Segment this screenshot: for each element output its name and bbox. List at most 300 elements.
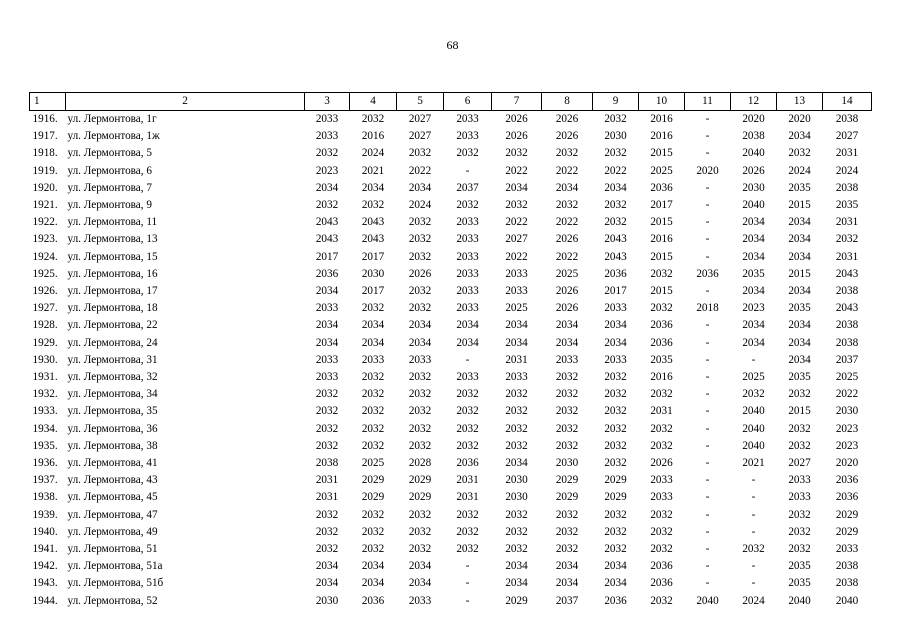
year-cell: 2032 [604, 422, 627, 435]
table-row [30, 558, 872, 575]
year-cell: 2026 [555, 302, 579, 315]
year-cell: 2043 [315, 233, 339, 246]
year-cell: 2031 [505, 353, 528, 366]
year-cell: 2029 [835, 525, 859, 538]
year-cell: 2022 [555, 164, 579, 177]
year-cell: 2043 [835, 302, 859, 315]
year-cell: 2032 [361, 439, 385, 452]
year-cell: 2037 [456, 181, 479, 194]
year-cell: 2034 [408, 577, 432, 590]
year-cell: 2032 [361, 543, 385, 556]
year-cell: 2038 [835, 113, 859, 125]
address-cell: ул. Лермонтова, 31 [67, 353, 158, 366]
year-cell: 2030 [742, 181, 765, 194]
year-cell: - [705, 233, 710, 246]
year-cell: 2024 [408, 199, 432, 212]
year-cell: 2022 [835, 388, 859, 401]
year-cell: 2032 [408, 371, 432, 384]
year-cell: 2032 [361, 508, 385, 521]
year-cell: - [465, 164, 470, 177]
year-cell: 2017 [361, 250, 385, 263]
year-cell: 2032 [505, 508, 528, 521]
year-cell: 2036 [650, 336, 673, 349]
year-cell: 2034 [555, 181, 579, 194]
year-cell: 2032 [505, 147, 528, 160]
year-cell: 2032 [315, 525, 339, 538]
table-row [30, 197, 872, 214]
year-cell: 2032 [408, 302, 432, 315]
year-cell: 2022 [505, 250, 528, 263]
year-cell: 2030 [361, 267, 385, 280]
table-row [30, 403, 872, 420]
year-cell: 2032 [315, 508, 339, 521]
year-cell: - [465, 353, 470, 366]
year-cell: 2036 [650, 577, 673, 590]
year-cell: 2032 [604, 457, 627, 470]
year-cell: 2032 [408, 388, 432, 401]
row-number: 1942. [32, 560, 58, 573]
row-number: 1918. [32, 147, 58, 160]
year-cell: 2043 [604, 250, 627, 263]
year-cell: 2032 [650, 525, 673, 538]
year-cell: 2024 [361, 147, 385, 160]
year-cell: 2017 [361, 285, 385, 298]
year-cell: 2030 [604, 130, 627, 143]
address-cell: ул. Лермонтова, 1ж [67, 130, 160, 143]
row-number: 1924. [32, 250, 58, 263]
year-cell: - [705, 250, 710, 263]
year-cell: 2032 [604, 543, 627, 556]
year-cell: 2015 [788, 199, 811, 212]
address-cell: ул. Лермонтова, 9 [67, 199, 152, 212]
year-cell: 2036 [361, 594, 385, 607]
year-cell: - [705, 543, 710, 556]
year-cell: - [705, 216, 710, 229]
year-cell: 2038 [315, 457, 339, 470]
year-cell: 2032 [604, 405, 627, 418]
address-cell: ул. Лермонтова, 7 [67, 181, 152, 194]
table-row [30, 575, 872, 592]
year-cell: 2020 [742, 113, 765, 125]
year-cell: 2032 [505, 388, 528, 401]
year-cell: 2032 [408, 285, 432, 298]
year-cell: 2031 [835, 216, 859, 229]
year-cell: 2033 [604, 302, 627, 315]
address-cell: ул. Лермонтова, 34 [67, 388, 158, 401]
year-cell: 2032 [555, 543, 579, 556]
row-number: 1941. [32, 543, 58, 556]
address-cell: ул. Лермонтова, 51 [67, 543, 158, 556]
year-cell: 2032 [835, 233, 859, 246]
year-cell: 2034 [604, 560, 627, 573]
year-cell: 2032 [788, 422, 811, 435]
year-cell: 2032 [788, 147, 811, 160]
row-number: 1943. [32, 577, 58, 590]
year-cell: 2024 [835, 164, 859, 177]
address-cell: ул. Лермонтова, 6 [67, 164, 152, 177]
column-header: 5 [397, 93, 444, 111]
table-row [30, 472, 872, 489]
year-cell: 2032 [408, 250, 432, 263]
year-cell: 2035 [742, 267, 765, 280]
year-cell: 2017 [604, 285, 627, 298]
year-cell: 2040 [742, 422, 765, 435]
year-cell: 2032 [456, 388, 479, 401]
year-cell: 2034 [742, 319, 765, 332]
year-cell: - [705, 147, 710, 160]
year-cell: 2034 [505, 577, 528, 590]
year-cell: - [705, 577, 710, 590]
year-cell: - [705, 457, 710, 470]
year-cell: 2032 [408, 543, 432, 556]
year-cell: 2032 [742, 543, 765, 556]
year-cell: 2017 [650, 199, 673, 212]
year-cell: - [705, 474, 710, 487]
address-cell: ул. Лермонтова, 17 [67, 285, 158, 298]
year-cell: 2032 [315, 147, 339, 160]
year-cell: 2037 [555, 594, 579, 607]
year-cell: 2043 [604, 233, 627, 246]
year-cell: 2036 [650, 560, 673, 573]
year-cell: 2032 [555, 508, 579, 521]
year-cell: - [705, 371, 710, 384]
year-cell: 2040 [742, 439, 765, 452]
table-row [30, 386, 872, 403]
year-cell: 2033 [788, 491, 811, 504]
year-cell: - [705, 439, 710, 452]
year-cell: 2016 [650, 371, 673, 384]
year-cell: 2033 [361, 353, 385, 366]
year-cell: 2030 [315, 594, 339, 607]
year-cell: 2033 [315, 130, 339, 143]
year-cell: 2032 [742, 388, 765, 401]
year-cell: 2032 [650, 594, 673, 607]
year-cell: 2040 [788, 594, 811, 607]
year-cell: 2030 [835, 405, 859, 418]
address-cell: ул. Лермонтова, 43 [67, 474, 158, 487]
year-cell: 2034 [555, 560, 579, 573]
year-cell: 2026 [742, 164, 765, 177]
column-header: 3 [305, 93, 350, 111]
year-cell: 2035 [788, 371, 811, 384]
year-cell: 2040 [742, 147, 765, 160]
year-cell: 2033 [456, 302, 479, 315]
year-cell: 2032 [408, 525, 432, 538]
year-cell: 2026 [555, 113, 579, 125]
year-cell: 2036 [835, 474, 859, 487]
year-cell: 2034 [788, 233, 811, 246]
address-cell: ул. Лермонтова, 38 [67, 439, 158, 452]
year-cell: 2034 [505, 319, 528, 332]
year-cell: 2036 [456, 457, 479, 470]
year-cell: 2018 [696, 302, 719, 315]
year-cell: 2032 [456, 422, 479, 435]
table-row [30, 300, 872, 317]
year-cell: - [465, 577, 470, 590]
year-cell: 2034 [555, 336, 579, 349]
year-cell: 2032 [456, 508, 479, 521]
address-cell: ул. Лермонтова, 51а [67, 560, 163, 573]
year-cell: 2032 [361, 302, 385, 315]
year-cell: 2029 [361, 474, 385, 487]
year-cell: - [705, 113, 710, 125]
year-cell: 2035 [788, 181, 811, 194]
year-cell: 2025 [505, 302, 528, 315]
table-row [30, 163, 872, 180]
table-row [30, 145, 872, 162]
year-cell: 2034 [456, 319, 479, 332]
table-row [30, 231, 872, 248]
year-cell: 2033 [456, 371, 479, 384]
column-header: 8 [542, 93, 593, 111]
year-cell: 2034 [788, 250, 811, 263]
table-row [30, 111, 872, 129]
year-cell: 2026 [408, 267, 432, 280]
year-cell: 2016 [361, 130, 385, 143]
year-cell: 2032 [604, 216, 627, 229]
address-cell: ул. Лермонтова, 52 [67, 594, 158, 607]
year-cell: 2032 [650, 543, 673, 556]
year-cell: - [465, 560, 470, 573]
year-cell: 2033 [505, 267, 528, 280]
year-cell: 2034 [788, 336, 811, 349]
year-cell: 2032 [408, 508, 432, 521]
year-cell: 2043 [361, 216, 385, 229]
table-row [30, 455, 872, 472]
year-cell: 2032 [408, 422, 432, 435]
year-cell: 2027 [408, 113, 432, 125]
year-cell: - [751, 560, 756, 573]
year-cell: 2033 [408, 353, 432, 366]
year-cell: 2034 [361, 181, 385, 194]
year-cell: 2032 [456, 439, 479, 452]
row-number: 1925. [32, 267, 58, 280]
year-cell: 2020 [788, 113, 811, 125]
year-cell: 2034 [456, 336, 479, 349]
table-row [30, 283, 872, 300]
year-cell: 2035 [788, 577, 811, 590]
year-cell: 2033 [456, 216, 479, 229]
year-cell: 2032 [361, 422, 385, 435]
address-cell: ул. Лермонтова, 5 [67, 147, 152, 160]
year-cell: 2036 [315, 267, 339, 280]
year-cell: 2034 [788, 130, 811, 143]
year-cell: 2025 [555, 267, 579, 280]
year-cell: 2027 [408, 130, 432, 143]
year-cell: - [705, 181, 710, 194]
year-cell: 2038 [835, 319, 859, 332]
row-number: 1939. [32, 508, 58, 521]
year-cell: 2032 [604, 388, 627, 401]
row-number: 1940. [32, 525, 58, 538]
table-row [30, 352, 872, 369]
year-cell: 2033 [650, 474, 673, 487]
year-cell: 2038 [835, 560, 859, 573]
year-cell: 2031 [835, 250, 859, 263]
year-cell: 2034 [505, 560, 528, 573]
year-cell: 2022 [408, 164, 432, 177]
year-cell: 2029 [835, 508, 859, 521]
year-cell: 2032 [505, 525, 528, 538]
year-cell: 2034 [315, 577, 339, 590]
row-number: 1930. [32, 353, 58, 366]
year-cell: 2032 [555, 422, 579, 435]
year-cell: 2021 [742, 457, 765, 470]
year-cell: 2032 [788, 439, 811, 452]
year-cell: 2034 [408, 560, 432, 573]
year-cell: 2035 [788, 560, 811, 573]
column-header: 12 [731, 93, 777, 111]
year-cell: 2033 [835, 543, 859, 556]
year-cell: 2030 [555, 457, 579, 470]
year-cell: 2026 [555, 285, 579, 298]
year-cell: 2031 [650, 405, 673, 418]
year-cell: 2017 [315, 250, 339, 263]
year-cell: 2032 [555, 439, 579, 452]
page-number: 68 [446, 38, 459, 52]
year-cell: 2033 [315, 113, 339, 125]
year-cell: 2032 [315, 199, 339, 212]
year-cell: 2034 [742, 250, 765, 263]
table-row [30, 180, 872, 197]
year-cell: - [751, 508, 756, 521]
column-header: 11 [685, 93, 731, 111]
year-cell: 2032 [555, 199, 579, 212]
row-number: 1936. [32, 457, 58, 470]
year-cell: 2034 [604, 336, 627, 349]
year-cell: 2032 [456, 147, 479, 160]
table-body [30, 111, 872, 610]
table-row [30, 507, 872, 524]
year-cell: 2031 [315, 491, 339, 504]
year-cell: 2026 [555, 233, 579, 246]
year-cell: 2034 [315, 336, 339, 349]
year-cell: 2029 [604, 474, 627, 487]
year-cell: 2033 [408, 594, 432, 607]
year-cell: 2032 [650, 422, 673, 435]
year-cell: 2026 [505, 113, 528, 125]
year-cell: 2025 [742, 371, 765, 384]
year-cell: - [705, 491, 710, 504]
row-number: 1929. [32, 336, 58, 349]
year-cell: 2034 [742, 216, 765, 229]
year-cell: 2032 [555, 405, 579, 418]
year-cell: 2022 [555, 250, 579, 263]
row-number: 1938. [32, 491, 58, 504]
year-cell: 2032 [604, 199, 627, 212]
row-number: 1920. [32, 181, 58, 194]
year-cell: 2032 [604, 113, 627, 125]
year-cell: 2034 [408, 319, 432, 332]
address-cell: ул. Лермонтова, 51б [67, 577, 164, 590]
year-cell: 2031 [315, 474, 339, 487]
year-cell: 2032 [505, 422, 528, 435]
year-cell: 2030 [505, 491, 528, 504]
column-header: 4 [350, 93, 397, 111]
year-cell: 2020 [696, 164, 719, 177]
year-cell: 2043 [361, 233, 385, 246]
address-cell: ул. Лермонтова, 35 [67, 405, 158, 418]
row-number: 1932. [32, 388, 58, 401]
year-cell: 2034 [315, 181, 339, 194]
year-cell: 2033 [456, 285, 479, 298]
year-cell: 2038 [835, 285, 859, 298]
year-cell: 2033 [788, 474, 811, 487]
year-cell: 2027 [835, 130, 859, 143]
year-cell: 2034 [408, 181, 432, 194]
year-cell: 2034 [742, 336, 765, 349]
year-cell: - [705, 130, 710, 143]
year-cell: 2021 [361, 164, 385, 177]
year-cell: 2034 [505, 336, 528, 349]
year-cell: - [751, 577, 756, 590]
year-cell: 2036 [696, 267, 719, 280]
year-cell: - [751, 474, 756, 487]
year-cell: 2037 [835, 353, 859, 366]
year-cell: 2032 [650, 439, 673, 452]
row-number: 1916. [32, 113, 58, 125]
table-row [30, 317, 872, 334]
year-cell: 2032 [604, 439, 627, 452]
year-cell: 2026 [505, 130, 528, 143]
year-cell: 2035 [650, 353, 673, 366]
row-number: 1944. [32, 594, 58, 607]
year-cell: 2043 [315, 216, 339, 229]
year-cell: 2032 [408, 405, 432, 418]
year-cell: 2034 [742, 233, 765, 246]
address-cell: ул. Лермонтова, 18 [67, 302, 158, 315]
year-cell: 2032 [315, 422, 339, 435]
year-cell: - [751, 525, 756, 538]
year-cell: 2033 [604, 353, 627, 366]
year-cell: - [465, 594, 470, 607]
row-number: 1921. [32, 199, 58, 212]
year-cell: 2040 [835, 594, 859, 607]
year-cell: 2026 [650, 457, 673, 470]
year-cell: 2038 [835, 577, 859, 590]
year-cell: 2033 [315, 371, 339, 384]
year-cell: 2032 [408, 439, 432, 452]
year-cell: 2024 [742, 594, 765, 607]
year-cell: 2043 [835, 267, 859, 280]
year-cell: 2015 [650, 147, 673, 160]
year-cell: 2034 [361, 577, 385, 590]
column-header: 13 [777, 93, 823, 111]
year-cell: - [705, 560, 710, 573]
year-cell: 2034 [604, 181, 627, 194]
address-cell: ул. Лермонтова, 11 [67, 216, 158, 229]
year-cell: 2033 [456, 233, 479, 246]
row-number: 1935. [32, 439, 58, 452]
column-header: 7 [492, 93, 542, 111]
year-cell: 2034 [315, 285, 339, 298]
column-header: 14 [823, 93, 872, 111]
year-cell: 2040 [742, 199, 765, 212]
address-cell: ул. Лермонтова, 49 [67, 525, 158, 538]
year-cell: 2032 [456, 199, 479, 212]
year-cell: 2032 [604, 371, 627, 384]
year-cell: 2038 [835, 336, 859, 349]
table-row [30, 489, 872, 506]
year-cell: 2034 [788, 319, 811, 332]
year-cell: - [751, 353, 756, 366]
address-cell: ул. Лермонтова, 32 [67, 371, 158, 384]
year-cell: 2033 [505, 371, 528, 384]
address-cell: ул. Лермонтова, 1г [67, 113, 157, 125]
table-row [30, 266, 872, 283]
year-cell: 2023 [835, 439, 859, 452]
year-cell: 2025 [835, 371, 859, 384]
